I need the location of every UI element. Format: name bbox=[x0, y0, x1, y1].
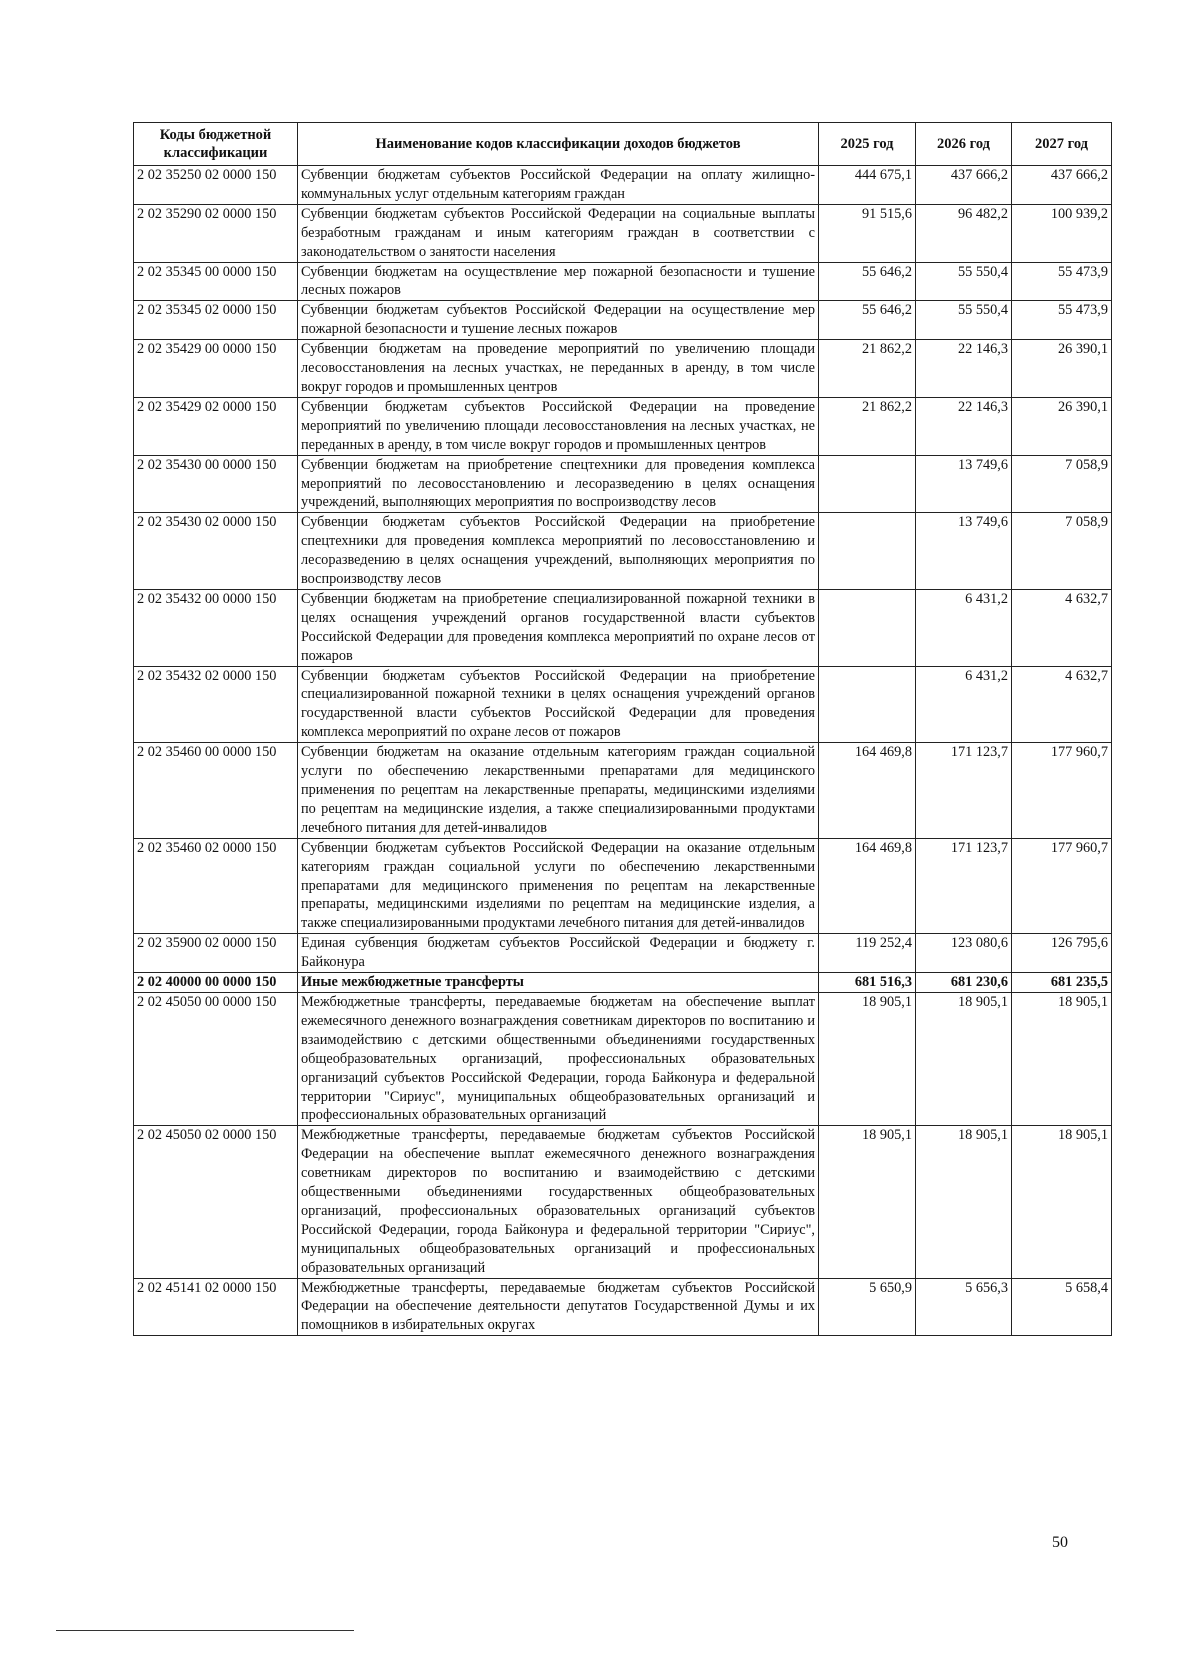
row-code: 2 02 35460 02 0000 150 bbox=[134, 838, 298, 934]
row-name: Субвенции бюджетам субъектов Российской Федерации на приобретение спецтехники для проведения комплекса мероприятий по лесовосстановлению и лесоразведению в целях оснащения учреждений, выполняющих мероприятия по воспроизводству лесов bbox=[298, 513, 819, 590]
row-value-2027: 5 658,4 bbox=[1012, 1278, 1112, 1336]
row-value-2025: 164 469,8 bbox=[819, 743, 916, 839]
row-value-2027: 7 058,9 bbox=[1012, 455, 1112, 513]
row-value-2027: 177 960,7 bbox=[1012, 743, 1112, 839]
row-value-2027: 177 960,7 bbox=[1012, 838, 1112, 934]
row-value-2025: 164 469,8 bbox=[819, 838, 916, 934]
row-name: Межбюджетные трансферты, передаваемые бюджетам на обеспечение выплат ежемесячного денежного вознаграждения советникам директоров по воспитанию и взаимодействию с детскими общественными объединениями государственных общеобразовательных организаций, профессиональных образовательных организаций субъектов Российской Федерации, города Байконура и федеральной территории "Сириус", муниципальных общеобразовательных организаций и профессиональных образовательных организаций bbox=[298, 992, 819, 1125]
row-name: Межбюджетные трансферты, передаваемые бюджетам субъектов Российской Федерации на обеспечение выплат ежемесячного денежного вознаграждения советникам директоров по воспитанию и взаимодействию с детскими общественными объединениями государственных общеобразовательных организаций, профессиональных образовательных организаций субъектов Российской Федерации, города Байконура и федеральной территории "Сириус", муниципальных общеобразовательных организаций и профессиональных образовательных организаций bbox=[298, 1126, 819, 1278]
row-code: 2 02 35432 00 0000 150 bbox=[134, 589, 298, 666]
header-code: Коды бюджетной классификации bbox=[134, 123, 298, 166]
header-2027: 2027 год bbox=[1012, 123, 1112, 166]
row-code: 2 02 45050 02 0000 150 bbox=[134, 1126, 298, 1278]
row-value-2026: 681 230,6 bbox=[916, 973, 1012, 993]
table-row bbox=[134, 973, 1112, 993]
row-name: Субвенции бюджетам на проведение мероприятий по увеличению площади лесовосстановления на лесных участках, не переданных в аренду, в том числе вокруг городов и промышленных центров bbox=[298, 340, 819, 398]
row-value-2026: 171 123,7 bbox=[916, 838, 1012, 934]
table-row bbox=[134, 204, 1112, 262]
row-code: 2 02 35290 02 0000 150 bbox=[134, 204, 298, 262]
row-value-2025: 55 646,2 bbox=[819, 262, 916, 301]
row-value-2027: 7 058,9 bbox=[1012, 513, 1112, 590]
page-number: 50 bbox=[1052, 1534, 1068, 1551]
table-row bbox=[134, 1126, 1112, 1278]
table-row bbox=[134, 455, 1112, 513]
row-value-2025 bbox=[819, 513, 916, 590]
row-value-2026: 5 656,3 bbox=[916, 1278, 1012, 1336]
row-value-2026: 437 666,2 bbox=[916, 166, 1012, 205]
budget-revenue-table bbox=[133, 122, 1112, 1336]
row-value-2026: 171 123,7 bbox=[916, 743, 1012, 839]
row-value-2026: 22 146,3 bbox=[916, 340, 1012, 398]
table-body bbox=[134, 166, 1112, 1336]
row-value-2025: 681 516,3 bbox=[819, 973, 916, 993]
row-code: 2 02 35460 00 0000 150 bbox=[134, 743, 298, 839]
row-code: 2 02 45141 02 0000 150 bbox=[134, 1278, 298, 1336]
row-value-2026: 18 905,1 bbox=[916, 992, 1012, 1125]
row-name: Субвенции бюджетам на осуществление мер пожарной безопасности и тушение лесных пожаров bbox=[298, 262, 819, 301]
table-row bbox=[134, 934, 1112, 973]
table-row bbox=[134, 301, 1112, 340]
table-row bbox=[134, 589, 1112, 666]
footnote-divider bbox=[56, 1630, 354, 1631]
row-name: Межбюджетные трансферты, передаваемые бюджетам субъектов Российской Федерации на обеспечение деятельности депутатов Государственной Думы и их помощников в избирательных округах bbox=[298, 1278, 819, 1336]
row-code: 2 02 40000 00 0000 150 bbox=[134, 973, 298, 993]
row-value-2027: 55 473,9 bbox=[1012, 262, 1112, 301]
row-code: 2 02 35900 02 0000 150 bbox=[134, 934, 298, 973]
row-name: Субвенции бюджетам на оказание отдельным категориям граждан социальной услуги по обеспечению лекарственными препаратами для медицинского применения по рецептам на лекарственные препараты, медицинскими изделиями по рецептам на медицинские изделия, а также специализированными продуктами лечебного питания для детей-инвалидов bbox=[298, 743, 819, 839]
row-name: Субвенции бюджетам субъектов Российской Федерации на приобретение специализированной пожарной техники в целях оснащения учреждений органов государственной власти субъектов Российской Федерации для проведения комплекса мероприятий по охране лесов от пожаров bbox=[298, 666, 819, 743]
row-value-2026: 55 550,4 bbox=[916, 301, 1012, 340]
table-row bbox=[134, 397, 1112, 455]
row-code: 2 02 35345 02 0000 150 bbox=[134, 301, 298, 340]
table-row bbox=[134, 992, 1112, 1125]
row-value-2026: 96 482,2 bbox=[916, 204, 1012, 262]
row-value-2027: 681 235,5 bbox=[1012, 973, 1112, 993]
header-2026: 2026 год bbox=[916, 123, 1012, 166]
row-value-2027: 100 939,2 bbox=[1012, 204, 1112, 262]
row-code: 2 02 45050 00 0000 150 bbox=[134, 992, 298, 1125]
row-value-2026: 6 431,2 bbox=[916, 666, 1012, 743]
row-code: 2 02 35345 00 0000 150 bbox=[134, 262, 298, 301]
table-row bbox=[134, 262, 1112, 301]
row-value-2027: 4 632,7 bbox=[1012, 589, 1112, 666]
row-value-2026: 13 749,6 bbox=[916, 513, 1012, 590]
row-value-2026: 55 550,4 bbox=[916, 262, 1012, 301]
row-value-2027: 437 666,2 bbox=[1012, 166, 1112, 205]
table-header-row bbox=[134, 123, 1112, 166]
row-value-2026: 6 431,2 bbox=[916, 589, 1012, 666]
row-value-2025: 18 905,1 bbox=[819, 992, 916, 1125]
row-name: Субвенции бюджетам на приобретение спецтехники для проведения комплекса мероприятий по лесовосстановлению и лесоразведению в целях оснащения учреждений, выполняющих мероприятия по воспроизводству лесов bbox=[298, 455, 819, 513]
row-value-2027: 18 905,1 bbox=[1012, 1126, 1112, 1278]
row-value-2027: 55 473,9 bbox=[1012, 301, 1112, 340]
row-value-2025: 5 650,9 bbox=[819, 1278, 916, 1336]
row-name: Единая субвенция бюджетам субъектов Российской Федерации и бюджету г. Байконура bbox=[298, 934, 819, 973]
table-row bbox=[134, 743, 1112, 839]
row-value-2025 bbox=[819, 455, 916, 513]
row-name: Субвенции бюджетам на приобретение специализированной пожарной техники в целях оснащения учреждений органов государственной власти субъектов Российской Федерации для проведения комплекса мероприятий по охране лесов от пожаров bbox=[298, 589, 819, 666]
row-value-2027: 26 390,1 bbox=[1012, 397, 1112, 455]
row-value-2025: 55 646,2 bbox=[819, 301, 916, 340]
table-row bbox=[134, 166, 1112, 205]
row-value-2027: 4 632,7 bbox=[1012, 666, 1112, 743]
row-code: 2 02 35430 02 0000 150 bbox=[134, 513, 298, 590]
table-row bbox=[134, 340, 1112, 398]
table-row bbox=[134, 666, 1112, 743]
row-code: 2 02 35250 02 0000 150 bbox=[134, 166, 298, 205]
row-value-2027: 18 905,1 bbox=[1012, 992, 1112, 1125]
row-code: 2 02 35429 02 0000 150 bbox=[134, 397, 298, 455]
row-value-2025: 91 515,6 bbox=[819, 204, 916, 262]
row-value-2027: 126 795,6 bbox=[1012, 934, 1112, 973]
row-code: 2 02 35430 00 0000 150 bbox=[134, 455, 298, 513]
row-name: Субвенции бюджетам субъектов Российской Федерации на проведение мероприятий по увеличению площади лесовосстановления на лесных участках, не переданных в аренду, в том числе вокруг городов и промышленных центров bbox=[298, 397, 819, 455]
row-value-2026: 13 749,6 bbox=[916, 455, 1012, 513]
row-value-2025: 21 862,2 bbox=[819, 340, 916, 398]
row-value-2025: 119 252,4 bbox=[819, 934, 916, 973]
row-value-2025 bbox=[819, 589, 916, 666]
table-row bbox=[134, 1278, 1112, 1336]
row-value-2027: 26 390,1 bbox=[1012, 340, 1112, 398]
row-value-2026: 123 080,6 bbox=[916, 934, 1012, 973]
row-value-2026: 22 146,3 bbox=[916, 397, 1012, 455]
table-row bbox=[134, 513, 1112, 590]
row-value-2025: 444 675,1 bbox=[819, 166, 916, 205]
row-name: Субвенции бюджетам субъектов Российской Федерации на социальные выплаты безработным гражданам и иным категориям граждан в соответствии с законодательством о занятости населения bbox=[298, 204, 819, 262]
header-name: Наименование кодов классификации доходов бюджетов bbox=[298, 123, 819, 166]
row-code: 2 02 35429 00 0000 150 bbox=[134, 340, 298, 398]
row-name: Субвенции бюджетам субъектов Российской Федерации на оплату жилищно-коммунальных услуг отдельным категориям граждан bbox=[298, 166, 819, 205]
row-value-2026: 18 905,1 bbox=[916, 1126, 1012, 1278]
row-code: 2 02 35432 02 0000 150 bbox=[134, 666, 298, 743]
row-value-2025: 21 862,2 bbox=[819, 397, 916, 455]
row-value-2025: 18 905,1 bbox=[819, 1126, 916, 1278]
row-name: Иные межбюджетные трансферты bbox=[298, 973, 819, 993]
header-2025: 2025 год bbox=[819, 123, 916, 166]
table-row bbox=[134, 838, 1112, 934]
row-value-2025 bbox=[819, 666, 916, 743]
row-name: Субвенции бюджетам субъектов Российской Федерации на осуществление мер пожарной безопасности и тушение лесных пожаров bbox=[298, 301, 819, 340]
row-name: Субвенции бюджетам субъектов Российской Федерации на оказание отдельным категориям граждан социальной услуги по обеспечению лекарственными препаратами для медицинского применения по рецептам на лекарственные препараты, медицинскими изделиями по рецептам на медицинские изделия, а также специализированными продуктами лечебного питания для детей-инвалидов bbox=[298, 838, 819, 934]
